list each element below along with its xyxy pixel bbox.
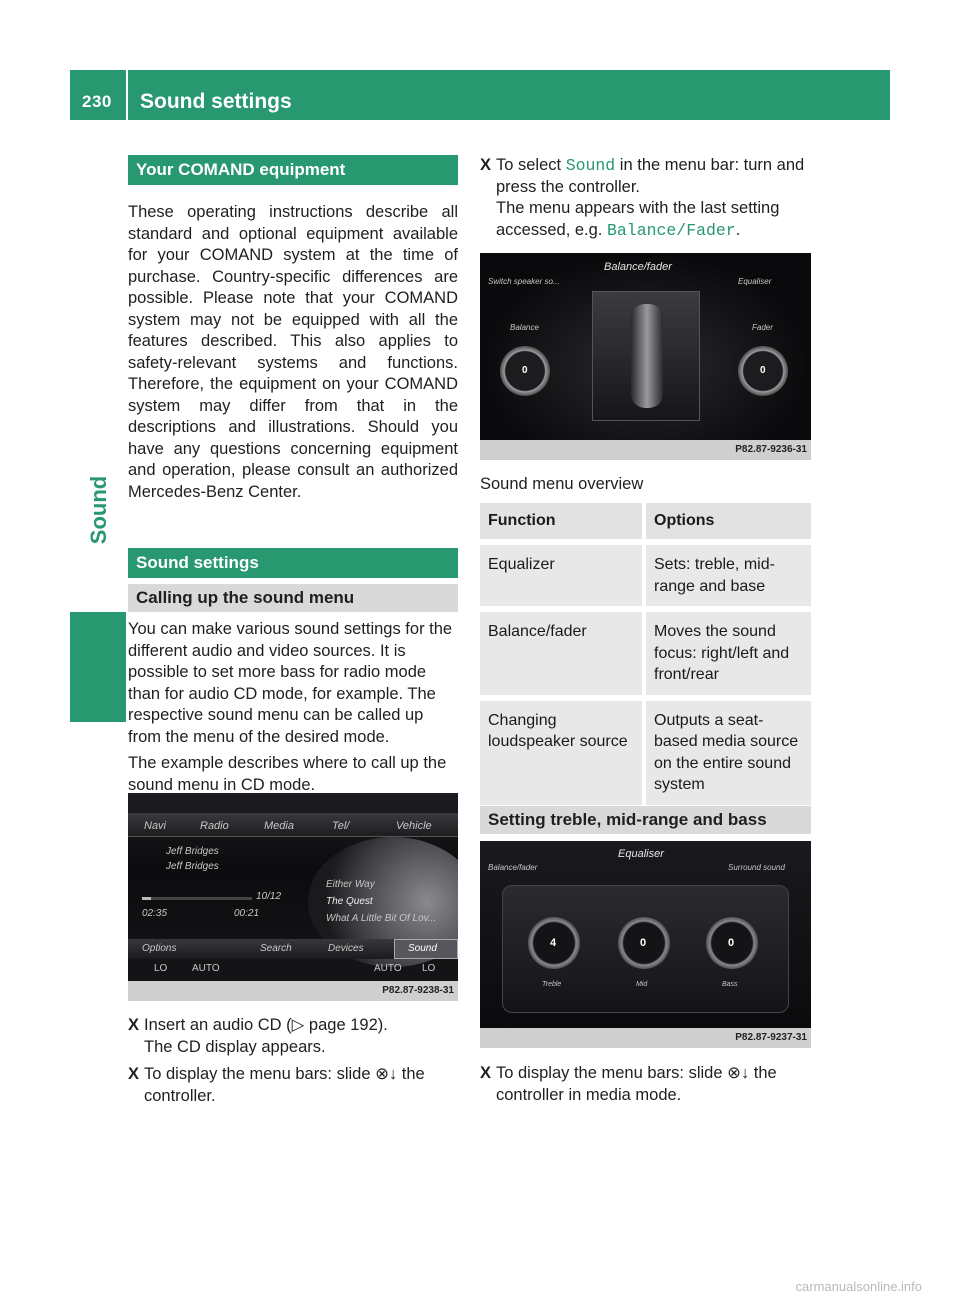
subsection-heading-treble: Setting treble, mid-range and bass bbox=[480, 806, 811, 834]
table-header-options: Options bbox=[644, 503, 811, 542]
mid-value: 0 bbox=[640, 937, 647, 949]
table-cell-function: Equalizer bbox=[480, 542, 644, 609]
treble-label: Treble bbox=[542, 981, 562, 988]
cd-time-total: 00:21 bbox=[234, 908, 260, 919]
left-column bbox=[128, 155, 458, 796]
table-cell-options: Moves the sound focus: right/left and front/rear bbox=[644, 609, 811, 698]
cd-menu-vehicle: Vehicle bbox=[396, 820, 432, 832]
step-marker: X bbox=[480, 1064, 492, 1082]
cd-track-2: The Quest bbox=[326, 896, 373, 907]
table-cell-options: Outputs a seat-based media source on the entire sound system bbox=[644, 698, 811, 805]
cd-bottom-options: Options bbox=[142, 943, 177, 954]
cd-climate-lo-right: LO bbox=[422, 963, 436, 974]
equaliser-screenshot bbox=[480, 841, 811, 1048]
cd-menu-navi: Navi bbox=[144, 820, 167, 832]
cd-time-elapsed: 02:35 bbox=[142, 908, 168, 919]
your-comand-body: These operating instructions describe all standard and optional equipment available for your COMAND system at the time of purchase. Country-specific differences are possible. Please note that your COMAND system may not be equipped with all the features described. This also applies to safety-relevant systems and functions. Therefore, the equipment on your COMAND system may differ from that in the descriptions and illustrations. Should you have any questions concerning equipment and operation, please consult an authorized Mercedes-Benz Center. bbox=[128, 203, 458, 501]
table-header-function: Function bbox=[480, 503, 644, 542]
step-insert-cd bbox=[128, 1015, 458, 1058]
balance-screen-left-label: Switch speaker so... bbox=[488, 277, 560, 286]
fader-value: 0 bbox=[760, 365, 766, 376]
step-select-text-pre: To select bbox=[496, 156, 566, 174]
step-select-text-post: in the menu bar: turn and press the controller. bbox=[496, 156, 805, 196]
balance-screenshot-caption: P82.87-9236-31 bbox=[480, 440, 811, 460]
table-row bbox=[480, 542, 811, 609]
cd-bottom-search: Search bbox=[260, 943, 292, 954]
subsection-heading-calling-up: Calling up the sound menu bbox=[128, 584, 458, 612]
bass-value: 0 bbox=[728, 937, 735, 949]
cd-track-count: 10/12 bbox=[256, 891, 282, 902]
page-number: 230 bbox=[82, 92, 112, 111]
equaliser-screen-title: Equaliser bbox=[618, 848, 664, 860]
section-heading-sound-settings: Sound settings bbox=[128, 548, 458, 578]
cd-bottom-devices: Devices bbox=[328, 943, 364, 954]
table-row bbox=[480, 698, 811, 805]
cd-track-3: What A Little Bit Of Lov... bbox=[326, 913, 437, 924]
watermark: carmanualsonline.info bbox=[795, 1279, 922, 1294]
balance-screen-right-label: Equaliser bbox=[738, 277, 772, 286]
table-header-row bbox=[480, 503, 811, 542]
step-display-menu-bars-media bbox=[480, 1063, 812, 1106]
sound-menu-table bbox=[480, 503, 811, 805]
step-select-result-post: . bbox=[735, 220, 741, 239]
cd-progress-track bbox=[142, 897, 252, 900]
left-steps bbox=[128, 1015, 458, 1107]
table-cell-function: Balance/fader bbox=[480, 609, 644, 698]
calling-up-para2: The example describes where to call up the sound menu in CD mode. bbox=[128, 754, 447, 794]
balance-label: Balance bbox=[510, 323, 539, 332]
side-tab bbox=[82, 420, 116, 600]
balance-value: 0 bbox=[522, 365, 528, 376]
table-cell-function: Changing loudspeaker source bbox=[480, 698, 644, 805]
section-heading-your-comand: Your COMAND equipment bbox=[128, 155, 458, 185]
car-seat-graphic bbox=[592, 291, 700, 421]
step-display-menu-bars bbox=[128, 1064, 458, 1107]
cd-menu-tel: Tel/ bbox=[332, 820, 350, 832]
mid-label: Mid bbox=[636, 981, 648, 988]
step-marker: X bbox=[128, 1016, 140, 1034]
step-select-result-pre: The menu appears with the last setting accessed, e.g. bbox=[496, 199, 780, 239]
cd-climate-lo-left: LO bbox=[154, 963, 168, 974]
step-marker: X bbox=[128, 1065, 140, 1083]
step-display-menu-bars-text: To display the menu bars: slide ⊗↓ the controller. bbox=[144, 1065, 425, 1105]
step-select-sound bbox=[480, 155, 812, 241]
side-tab-block bbox=[70, 612, 126, 722]
balance-fader-screenshot bbox=[480, 253, 811, 460]
table-row bbox=[480, 609, 811, 698]
menu-item-balance-fader: Balance/Fader bbox=[606, 220, 736, 240]
equaliser-screenshot-caption: P82.87-9237-31 bbox=[480, 1028, 811, 1048]
page-title: Sound settings bbox=[140, 90, 292, 113]
bass-label: Bass bbox=[722, 981, 738, 988]
equaliser-screen-left-label: Balance/fader bbox=[488, 863, 538, 872]
cd-artist-2: Jeff Bridges bbox=[166, 861, 219, 872]
header-divider bbox=[126, 70, 128, 120]
cd-display-screenshot bbox=[128, 793, 458, 1001]
cd-menu-radio: Radio bbox=[200, 820, 229, 832]
cd-artist-1: Jeff Bridges bbox=[166, 846, 219, 857]
right-steps-bottom bbox=[480, 1063, 812, 1106]
equaliser-screen-right-label: Surround sound bbox=[728, 863, 785, 872]
menu-item-sound: Sound bbox=[565, 156, 616, 175]
cd-screenshot-caption: P82.87-9238-31 bbox=[128, 981, 458, 1001]
treble-value: 4 bbox=[550, 937, 557, 949]
cd-menu-media: Media bbox=[264, 820, 294, 832]
side-tab-label: Sound bbox=[86, 475, 111, 545]
cd-climate-auto-right: AUTO bbox=[374, 963, 402, 974]
balance-screen-title: Balance/fader bbox=[604, 261, 672, 273]
step-marker: X bbox=[480, 156, 492, 174]
step-insert-cd-result: The CD display appears. bbox=[144, 1037, 326, 1056]
cd-climate-auto-left: AUTO bbox=[192, 963, 220, 974]
fader-label: Fader bbox=[752, 323, 773, 332]
cd-track-1: Either Way bbox=[326, 879, 375, 890]
step-insert-cd-text: Insert an audio CD (▷ page 192). bbox=[144, 1016, 388, 1034]
cd-bottom-sound: Sound bbox=[408, 943, 437, 954]
step-display-menu-bars-media-text: To display the menu bars: slide ⊗↓ the controller in media mode. bbox=[496, 1064, 777, 1104]
table-cell-options: Sets: treble, mid-range and base bbox=[644, 542, 811, 609]
sound-menu-overview-label: Sound menu overview bbox=[480, 475, 644, 493]
calling-up-para1: You can make various sound settings for the different audio and video sources. It is possible to set more bass for radio mode than for audio CD mode, for example. The respective sound menu can be called up from the menu of the desired mode. bbox=[128, 620, 453, 746]
right-column-top bbox=[480, 155, 812, 241]
